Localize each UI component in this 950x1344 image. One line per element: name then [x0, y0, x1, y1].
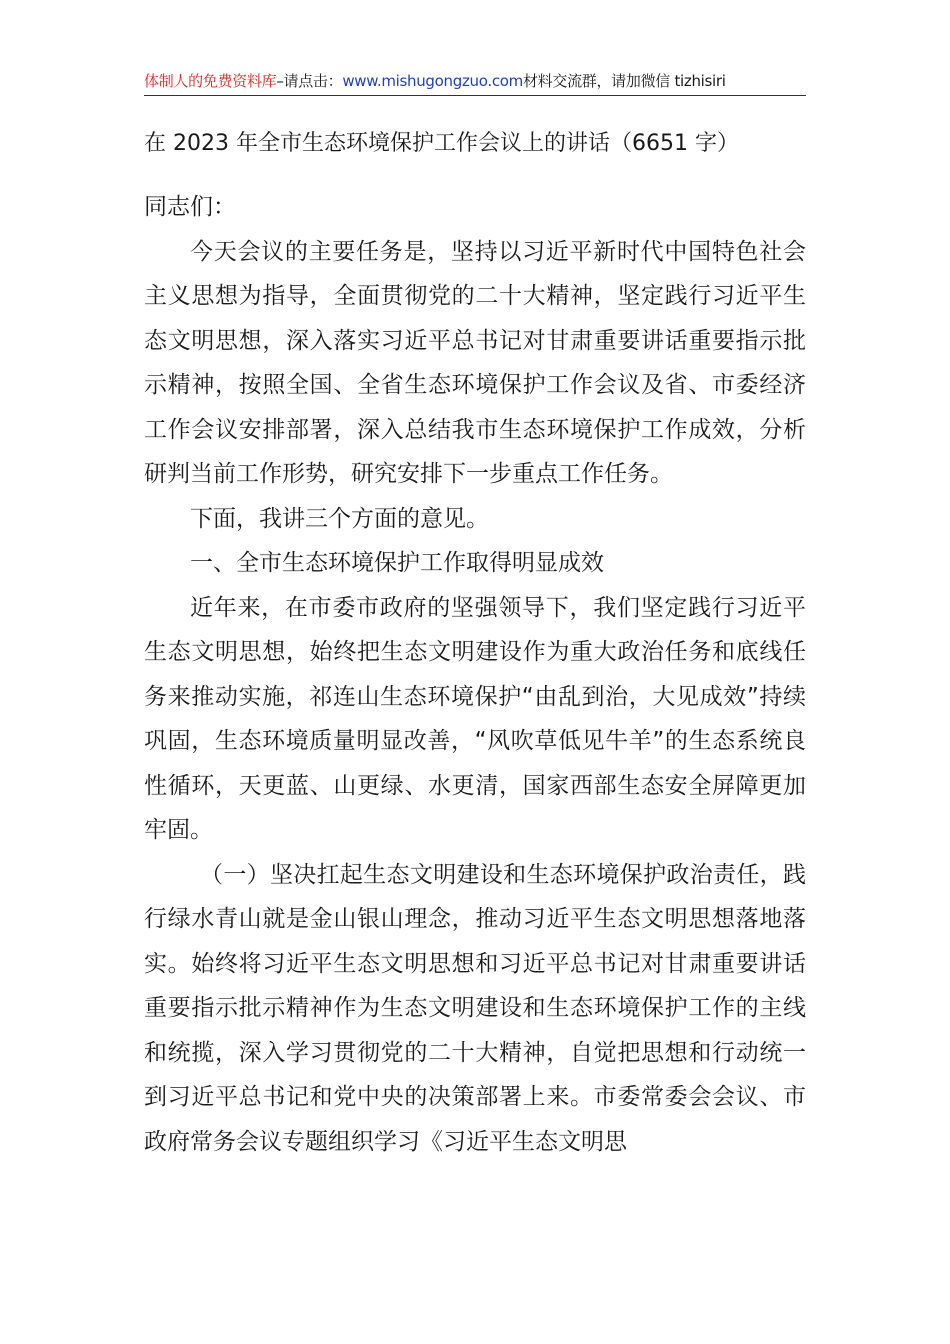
paragraph-subsection-1: （一）坚决扛起生态文明建设和生态环境保护政治责任，践行绿水青山就是金山银山理念，推动习近平生态文明思想落地落实。始终将习近平生态文明思想和习近平总书记对甘肃重要讲话重要指示批示精神作为生态文明建设和生态环境保护工作的主线和统揽，深入学习贯彻党的二十大精神，自觉把思想和行动统一到习近平总书记和党中央的决策部署上来。市委常委会会议、市政府常务会议专题组织学习《习近平生态文明思 — [144, 861, 806, 1155]
header-brand[interactable]: 体制人的免费资料库 — [144, 72, 277, 90]
paragraph-achievements: 近年来，在市委市政府的坚强领导下，我们坚定践行习近平生态文明思想，始终把生态文明建设作为重大政治任务和底线任务来推动实施，祁连山生态环境保护“由乱到治，大见成效”持续巩固，生态环境质量明显改善，“风吹草低见牛羊”的生态系统良性循环，天更蓝、山更绿、水更清，国家西部生态安全屏障更加牢固。 — [144, 594, 806, 843]
paragraph-intro: 今天会议的主要任务是，坚持以习近平新时代中国特色社会主义思想为指导，全面贯彻党的二十大精神，坚定践行习近平生态文明思想，深入落实习近平总书记对甘肃重要讲话重要指示批示精神，按照全国、全省生态环境保护工作会议及省、市委经济工作会议安排部署，深入总结我市生态环境保护工作成效，分析研判当前工作形势，研究安排下一步重点工作任务。 — [144, 238, 806, 487]
header-divider — [144, 95, 806, 96]
document-body — [144, 185, 806, 1164]
page-header — [144, 70, 806, 92]
document-title: 在 2023 年全市生态环境保护工作会议上的讲话（6651 字） — [144, 131, 739, 156]
salutation: 同志们： — [144, 194, 236, 220]
section-heading-1: 一、全市生态环境保护工作取得明显成效 — [190, 550, 604, 576]
header-suffix: 材料交流群，请加微信 tizhisiri — [522, 72, 726, 90]
header-prompt: –请点击： — [276, 72, 343, 90]
header-url-link[interactable]: www.mishugongzuo.com — [342, 72, 523, 90]
paragraph-outline: 下面，我讲三个方面的意见。 — [190, 505, 489, 532]
